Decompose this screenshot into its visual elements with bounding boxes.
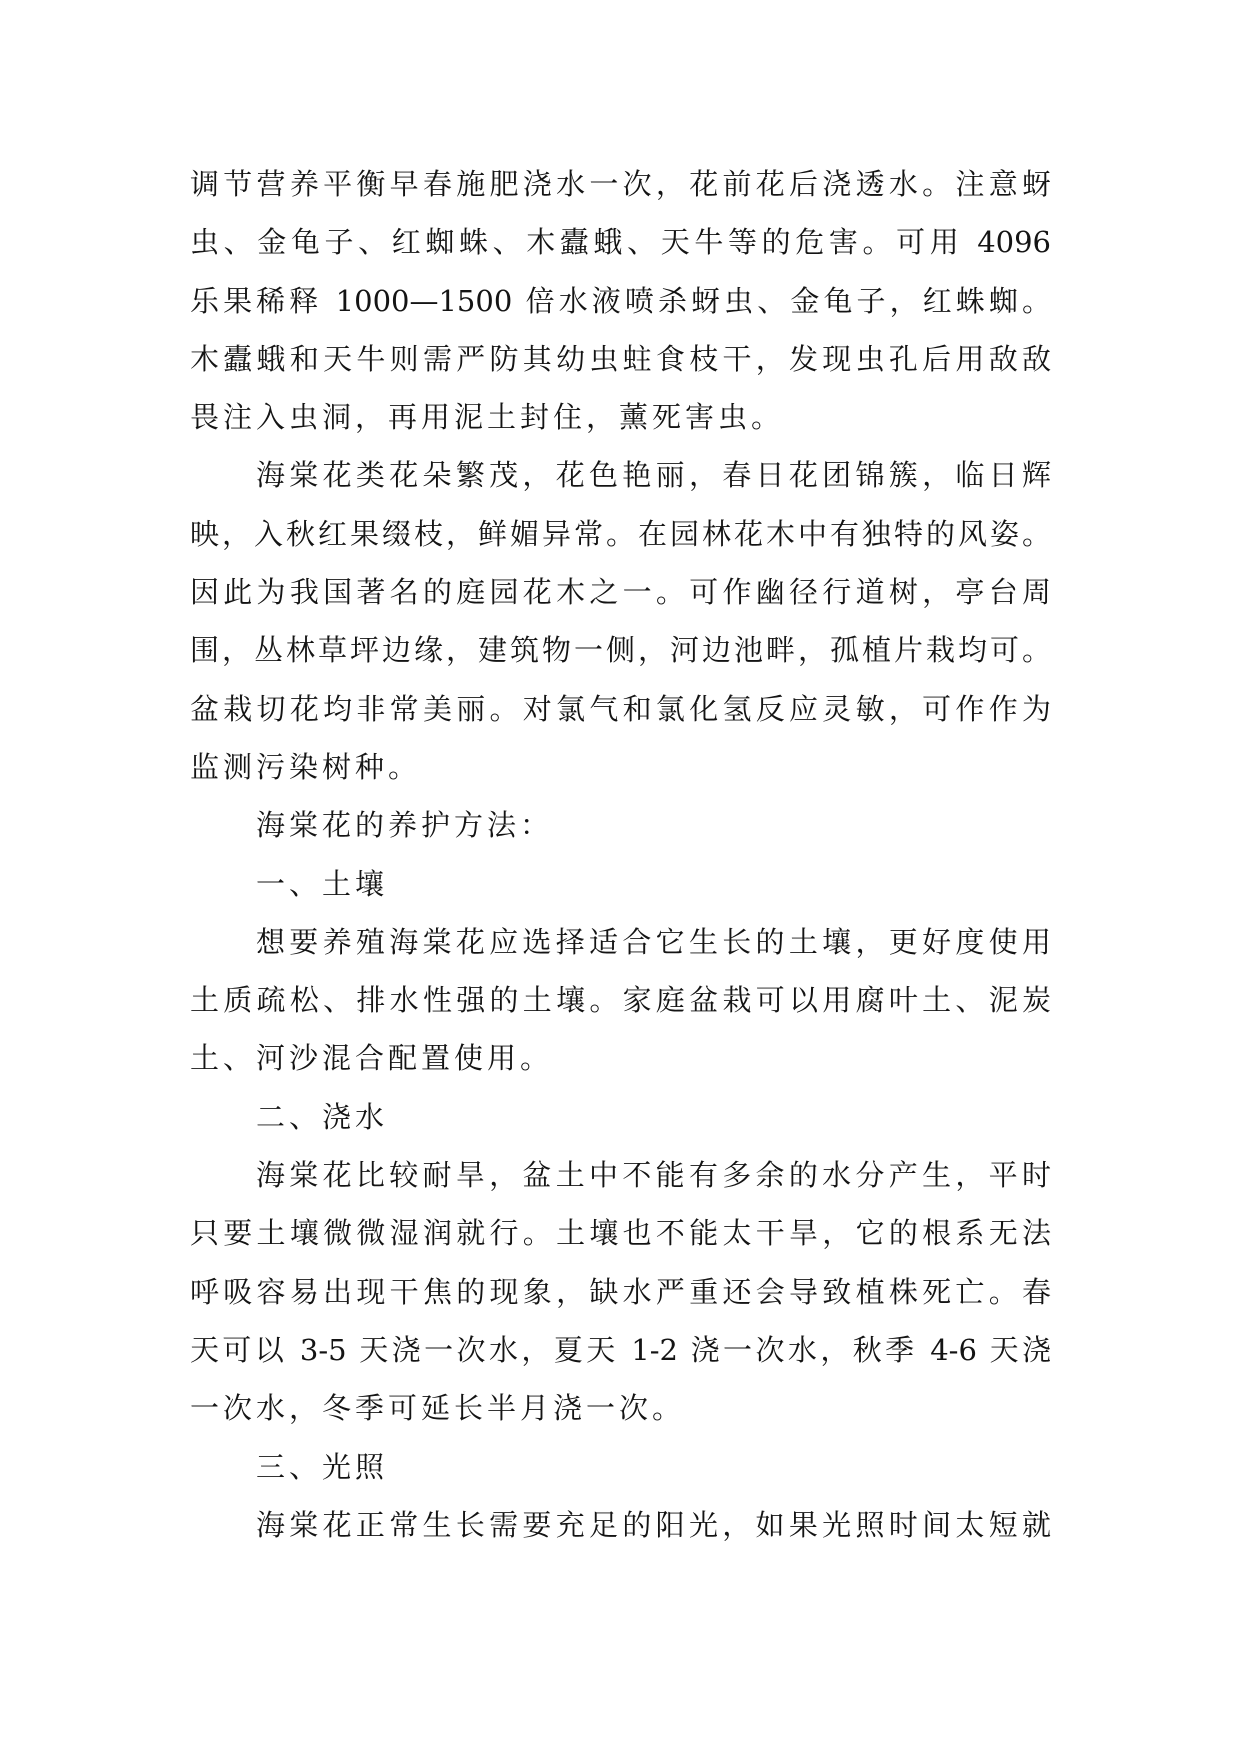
section-heading: 三、光照 bbox=[256, 1449, 389, 1484]
section-heading-light bbox=[190, 1438, 1051, 1496]
text-line: 海棠花的养护方法： bbox=[256, 808, 554, 843]
paragraph-soil bbox=[190, 913, 1051, 1088]
text-line: 因此为我国著名的庭园花木之一。可作幽径行道树，亭台周 bbox=[190, 575, 1051, 610]
text-line: 海棠花正常生长需要充足的阳光，如果光照时间太短就 bbox=[256, 1507, 1051, 1542]
text-line: 土、河沙混合配置使用。 bbox=[190, 1041, 554, 1076]
section-heading-soil bbox=[190, 855, 1051, 913]
care-methods-intro bbox=[190, 796, 1051, 854]
text-line: 一次水，冬季可延长半月浇一次。 bbox=[190, 1391, 686, 1426]
text-line: 海棠花比较耐旱，盆土中不能有多余的水分产生，平时 bbox=[256, 1158, 1051, 1193]
text-line: 呼吸容易出现干焦的现象，缺水严重还会导致植株死亡。春 bbox=[190, 1274, 1051, 1309]
paragraph-watering bbox=[190, 1146, 1051, 1437]
text-line: 土质疏松、排水性强的土壤。家庭盆栽可以用腐叶土、泥炭 bbox=[190, 983, 1051, 1018]
section-heading: 二、浇水 bbox=[256, 1099, 389, 1134]
document-body bbox=[190, 155, 1051, 1554]
text-line: 天可以 3-5 天浇一次水，夏天 1-2 浇一次水，秋季 4-6 天浇 bbox=[190, 1332, 1051, 1367]
paragraph-pest-control bbox=[190, 155, 1051, 446]
section-heading: 一、土壤 bbox=[256, 866, 389, 901]
text-line: 围，丛林草坪边缘，建筑物一侧，河边池畔，孤植片栽均可。 bbox=[190, 633, 1051, 668]
text-line: 乐果稀释 1000—1500 倍水液喷杀蚜虫、金龟子，红蛛蜘。 bbox=[190, 283, 1051, 318]
text-line: 监测污染树种。 bbox=[190, 749, 422, 784]
text-line: 映，入秋红果缀枝，鲜媚异常。在园林花木中有独特的风姿。 bbox=[190, 516, 1051, 551]
text-line: 只要土壤微微湿润就行。土壤也不能太干旱，它的根系无法 bbox=[190, 1216, 1051, 1251]
text-line: 想要养殖海棠花应选择适合它生长的土壤，更好度使用 bbox=[256, 924, 1051, 959]
text-line: 木蠹蛾和天牛则需严防其幼虫蛀食枝干，发现虫孔后用敌敌 bbox=[190, 341, 1051, 376]
text-line: 盆栽切花均非常美丽。对氯气和氯化氢反应灵敏，可作作为 bbox=[190, 691, 1051, 726]
section-heading-watering bbox=[190, 1088, 1051, 1146]
text-line: 虫、金龟子、红蜘蛛、木蠹蛾、天牛等的危害。可用 4096 bbox=[190, 225, 1051, 260]
text-line: 畏注入虫洞，再用泥土封住，薰死害虫。 bbox=[190, 400, 785, 435]
text-line: 海棠花类花朵繁茂，花色艳丽，春日花团锦簇，临日辉 bbox=[256, 458, 1051, 493]
paragraph-light bbox=[190, 1496, 1051, 1554]
text-line: 调节营养平衡早春施肥浇水一次，花前花后浇透水。注意蚜 bbox=[190, 167, 1051, 201]
paragraph-description bbox=[190, 446, 1051, 796]
